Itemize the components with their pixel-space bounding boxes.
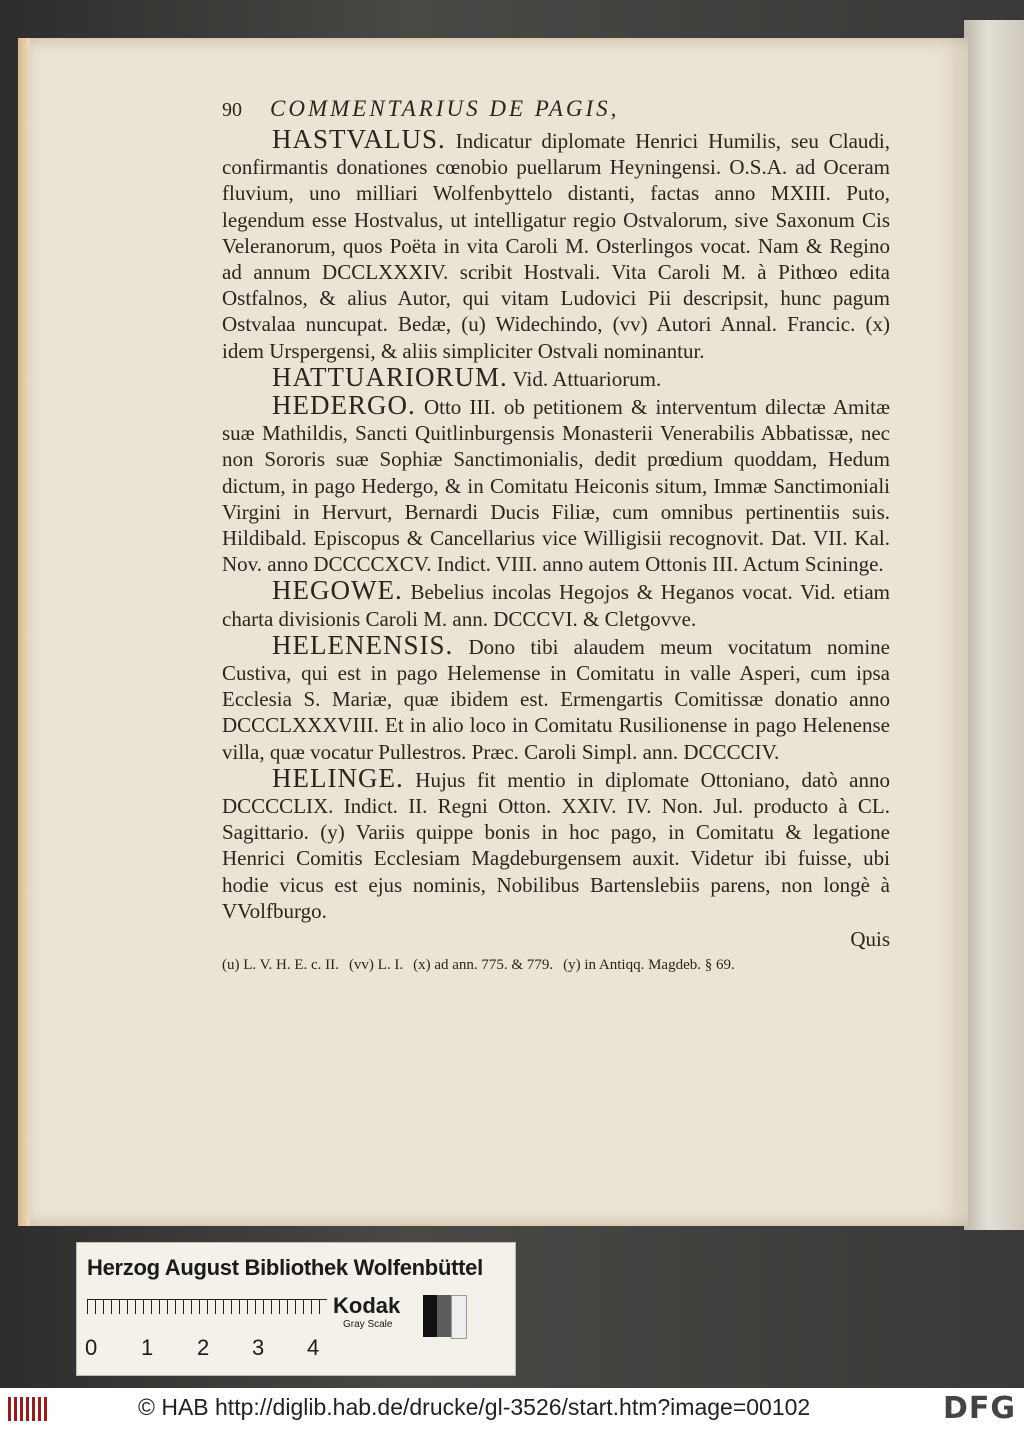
entry-body: Otto III. ob petitionem & interventum dilectæ Amitæ suæ Mathildis, Sancti Quitlinburgensis Monasterii Venerabilis Abbatissæ, nec non Sororis suæ Sophiæ Sanctimonialis, dedit prœdium quoddam, Hedum dictum, in pago Hedergo, & in Comitatu Heiconis situm, Immæ Sanctimoniali Virgini in Hervurt, Bernardi Ducis Filiæ, cum omnibus pertinentiis suis. Hildibald. Episcopus & Cancellarius vice Willigisii recognovit. Dat. VII. Kal. Nov. anno DCCCCXCV. Indict. VIII. anno autem Ottonis III. Actum Scininge. <box>222 395 891 577</box>
library-name: Herzog August Bibliothek Wolfenbüttel <box>87 1255 483 1280</box>
dfg-logo: DFG <box>942 1391 1016 1426</box>
gray-swatch <box>437 1295 451 1337</box>
gray-swatch <box>451 1295 467 1339</box>
color-calibration-target <box>76 1242 516 1376</box>
entry-head: HEDERGO. <box>272 390 416 421</box>
gray-swatch <box>423 1295 437 1337</box>
footnotes <box>222 952 890 978</box>
entry <box>222 392 890 577</box>
ruler-number: 0 <box>85 1335 98 1360</box>
book-gutter <box>964 20 1024 1230</box>
entry-body: Indicatur diplomate Henrici Humilis, seu Claudi, confirmantis donationes cœnobio puellarum Heyningensi. O.S.A. ad Oceram fluvium, uno milliari Wolfenbyttelo distanti, factas anno MXIII. Puto, legendum esse Hostvalus, ut intelligatur regio Ostvalorum, sive Saxonum Cis Veleranorum, quos Poëta in vita Caroli M. Osterlingos vocat. Nam & Regino ad annum DCCLXXXIV. scribit Hostvali. Vita Caroli M. à Pithœo edita Ostfalnos, & alius Autor, qui vitam Ludovici Pii descripsit, hunc pagum Ostvalaa nuncupat. Bedæ, (u) Widechindo, (vv) Autori Annal. Francic. (x) idem Urspergensi, & aliis simpliciter Ostvali nominantur. <box>222 129 890 363</box>
entry <box>222 126 890 364</box>
footnote: (u) L. V. H. E. c. II. <box>222 957 339 974</box>
kodak-logo: Kodak <box>333 1293 401 1318</box>
running-head <box>222 96 890 126</box>
entry <box>222 361 890 392</box>
entry-body: Bebelius incolas Hegojos & Heganos vocat. Vid. etiam charta divisionis Caroli M. ann. DCCCVI. & Cletgovve. <box>222 580 891 631</box>
page-edge <box>18 38 30 1226</box>
entry <box>222 577 890 631</box>
entry-head: HELINGE. <box>272 762 404 793</box>
entries <box>222 126 890 924</box>
ruler-number: 2 <box>197 1335 210 1360</box>
footer-bar <box>0 1388 1024 1430</box>
entry-body: Hujus fit mentio in diplomate Ottoniano, datò anno DCCCCLIX. Indict. II. Regni Otton. XXIV. IV. Non. Jul. producto à CL. Sagittario. (y) Variis quippe bonis in hoc pago, in Comitatu & legatione Henrici Comitis Ecclesiam Magdeburgensem auxit. Videtur ibi fuisse, ubi hodie vicus est ejus nominis, Nobilibus Bartenslebiis parens, non longè à VVolfburgo. <box>222 767 890 923</box>
ruler-number: 4 <box>307 1335 320 1360</box>
entry-head: HASTVALUS. <box>272 124 446 154</box>
entry-head: HEGOWE. <box>272 575 403 606</box>
entry-head: HELENENSIS. <box>272 629 454 660</box>
ruler <box>87 1299 327 1326</box>
page-number: 90 <box>222 99 242 121</box>
footnote: (vv) L. I. <box>348 957 404 974</box>
entry <box>222 762 890 924</box>
catchword: Quis <box>850 927 890 952</box>
entry-body: Dono tibi alaudem meum vocitatum nomine Custiva, qui est in pago Helemense in Comitatu in valle Asperi, cum ipsa Ecclesia S. Mariæ, quæ ibidem est. Ermengartis Comitissæ donatio anno DCCCLXXXVIII. Et in alio loco in Comitatu Rusilionense in pago Helenense villa, quæ vocatur Pullestros. Præc. Caroli Simpl. ann. DCCCCIV. <box>222 634 890 764</box>
entry-head: HATTUARIORUM. <box>272 361 508 392</box>
entry <box>222 629 890 765</box>
running-title: COMMENTARIUS DE PAGIS, <box>270 96 620 121</box>
ruler-number: 3 <box>252 1335 265 1360</box>
ruler-number: 1 <box>141 1335 154 1360</box>
permalink[interactable]: © HAB http://diglib.hab.de/drucke/gl-3526/start.htm?image=00102 <box>138 1394 811 1420</box>
gray-scale-label: Gray Scale <box>343 1319 393 1330</box>
entry-body: Vid. Attuariorum. <box>512 366 662 391</box>
footnote: (y) in Antiqq. Magdeb. § 69. <box>563 957 735 974</box>
hab-logo-icon <box>6 1394 50 1424</box>
footnote: (x) ad ann. 775. & 779. <box>413 957 554 974</box>
page-text <box>222 96 890 979</box>
